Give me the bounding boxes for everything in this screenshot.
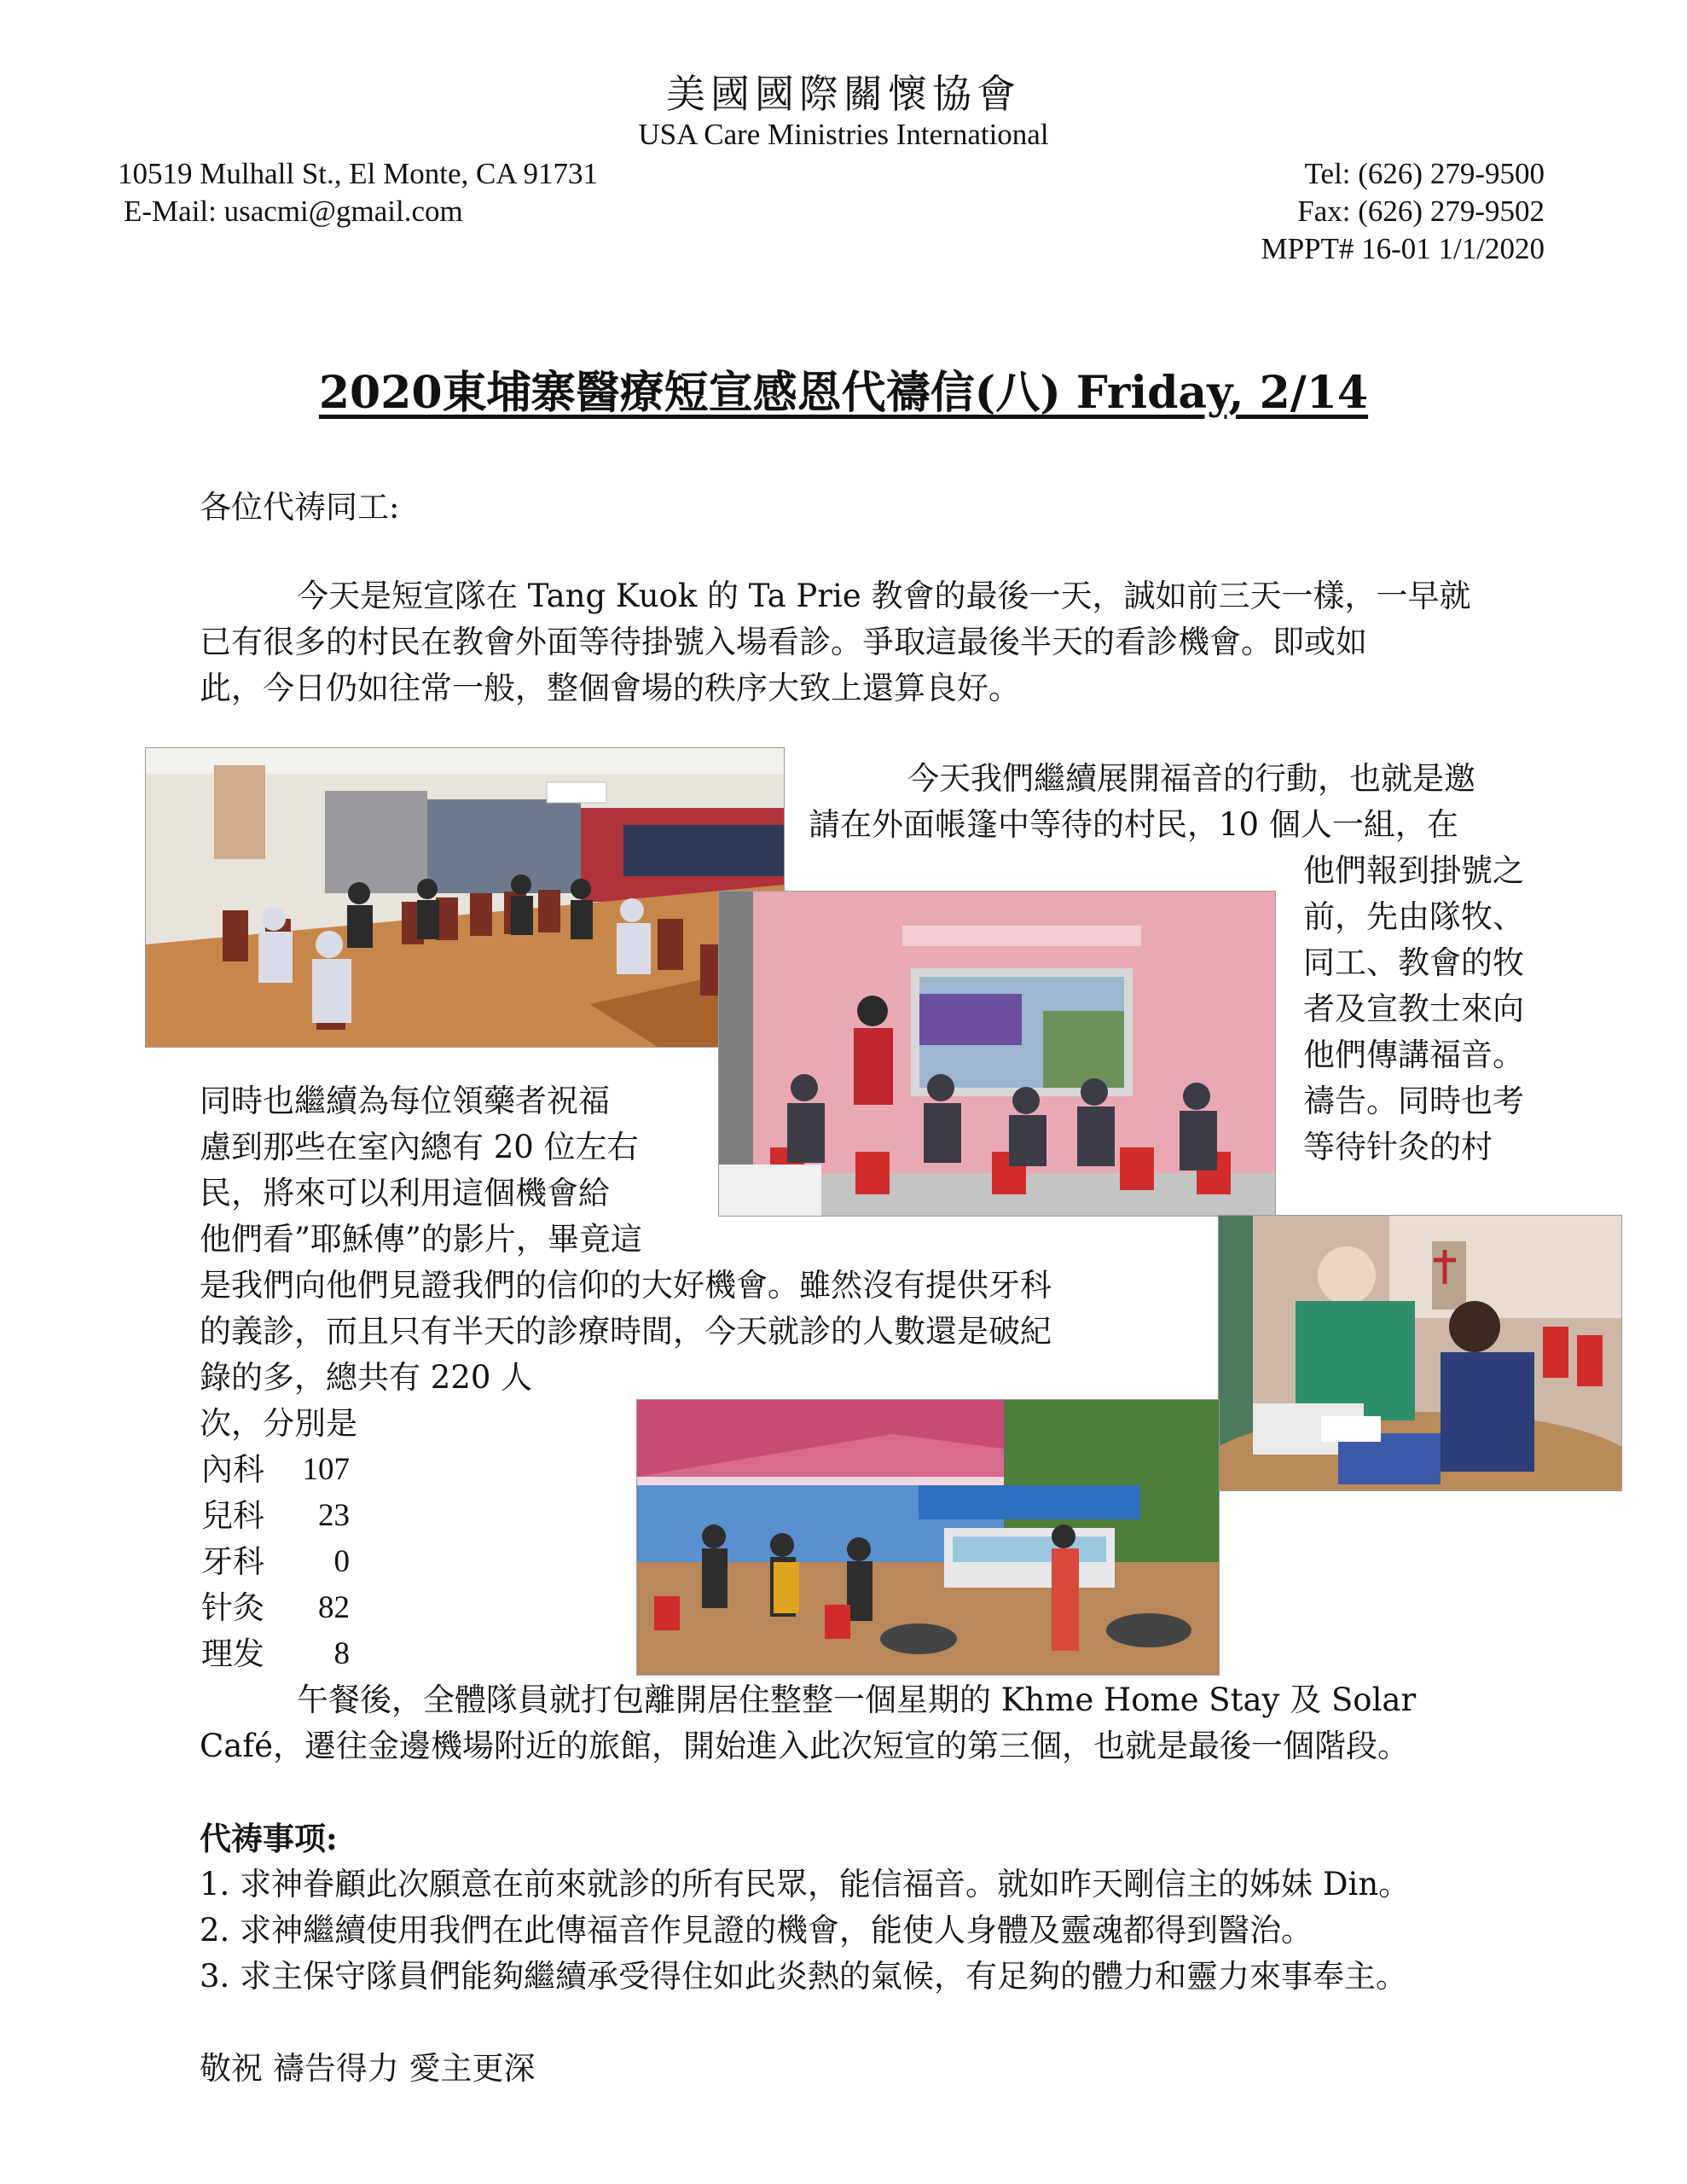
photo-outdoor-clinic: [636, 1399, 1220, 1676]
stat-label: 內科: [201, 1451, 264, 1488]
paragraph2-left-line: 同時也繼續為每位領藥者祝福: [200, 1083, 610, 1119]
prayer-heading: 代祷事项:: [200, 1820, 338, 1857]
stat-value: 107: [302, 1452, 350, 1487]
paragraph2-wide-line: 錄的多，總共有 220 人: [200, 1359, 533, 1396]
letter-title: 2020東埔寨醫療短宣感恩代禱信(八) Friday, 2/14: [318, 367, 1369, 419]
photo-meeting-room: [145, 747, 785, 1048]
stat-value: 0: [333, 1544, 350, 1579]
prayer-item: 2. 求神繼續使用我們在此傳福音作見證的機會，能使人身體及靈魂都得到醫治。: [200, 1912, 1313, 1949]
stat-label: 理发: [201, 1635, 264, 1672]
paragraph2-right-line: 者及宣教士來向: [1303, 990, 1524, 1027]
paragraph2-wide-line: 是我們向他們見證我們的信仰的大好機會。雖然沒有提供牙科: [200, 1267, 1052, 1304]
paragraph3-line: 午餐後，全體隊員就打包離開居住整整一個星期的 Khme Home Stay 及 Solar: [297, 1682, 1417, 1718]
org-name-english: USA Care Ministries International: [638, 118, 1049, 151]
org-fax: Fax: (626) 279-9502: [1297, 195, 1545, 228]
stat-value: 23: [318, 1498, 350, 1533]
org-email: E-Mail: usacmi@gmail.com: [124, 195, 463, 228]
paragraph3-line: Café，遷往金邊機場附近的旅館，開始進入此次短宣的第三個，也就是最後一個階段。: [200, 1728, 1409, 1764]
prayer-item: 1. 求神眷顧此次願意在前來就診的所有民眾，能信福音。就如昨天剛信主的姊妹 Din。: [200, 1866, 1411, 1902]
stat-value: 82: [318, 1590, 350, 1625]
photo-gospel-group: [718, 891, 1276, 1217]
org-name-chinese: 美國國際關懷協會: [666, 71, 1021, 117]
paragraph1-line: 此，今日仍如往常一般，整個會場的秩序大致上還算良好。: [200, 670, 1020, 706]
paragraph2-line: 今天我們繼續展開福音的行動，也就是邀: [907, 760, 1475, 797]
paragraph2-left-line: 民，將來可以利用這個機會給: [200, 1175, 610, 1211]
prayer-item: 3. 求主保守隊員們能夠繼續承受得住如此炎熱的氣候，有足夠的體力和靈力來事奉主。: [200, 1958, 1408, 1995]
paragraph2-wide-line: 次，分別是: [200, 1405, 357, 1442]
paragraph2-right-line: 禱告。同時也考: [1303, 1083, 1524, 1119]
paragraph2-right-line: 他們報到掛號之: [1303, 852, 1524, 889]
paragraph2-line: 請在外面帳篷中等待的村民，10 個人一組，在: [809, 806, 1458, 843]
greeting: 各位代祷同工:: [200, 489, 400, 526]
paragraph2-wide-line: 的義診，而且只有半天的診療時間，今天就診的人數還是破紀: [200, 1313, 1052, 1350]
photo-blood-pressure: [1218, 1215, 1622, 1491]
org-address: 10519 Mulhall St., El Monte, CA 91731: [118, 157, 598, 190]
paragraph2-right-line: 前，先由隊牧、: [1303, 898, 1524, 935]
stat-label: 针灸: [201, 1589, 264, 1626]
stat-label: 兒科: [201, 1497, 264, 1534]
stat-value: 8: [333, 1636, 350, 1671]
paragraph2-right-line: 等待针灸的村: [1303, 1129, 1493, 1165]
stat-label: 牙科: [201, 1543, 264, 1580]
paragraph2-right-line: 同工、教會的牧: [1303, 944, 1524, 981]
closing: 敬祝 禱告得力 愛主更深: [200, 2050, 536, 2087]
paragraph1-line: 已有很多的村民在教會外面等待掛號入場看診。爭取這最後半天的看診機會。即或如: [200, 624, 1367, 660]
paragraph2-left-line: 他們看”耶穌傳”的影片，畢竟這: [200, 1221, 642, 1258]
paragraph2-right-line: 他們傳講福音。: [1303, 1037, 1524, 1073]
paragraph2-left-line: 慮到那些在室內總有 20 位左右: [200, 1129, 639, 1165]
paragraph1-line: 今天是短宣隊在 Tang Kuok 的 Ta Prie 教會的最後一天，誠如前三天一樣，一早就: [297, 578, 1471, 614]
org-tel: Tel: (626) 279-9500: [1304, 157, 1545, 190]
org-mppt: MPPT# 16-01 1/1/2020: [1261, 232, 1545, 265]
